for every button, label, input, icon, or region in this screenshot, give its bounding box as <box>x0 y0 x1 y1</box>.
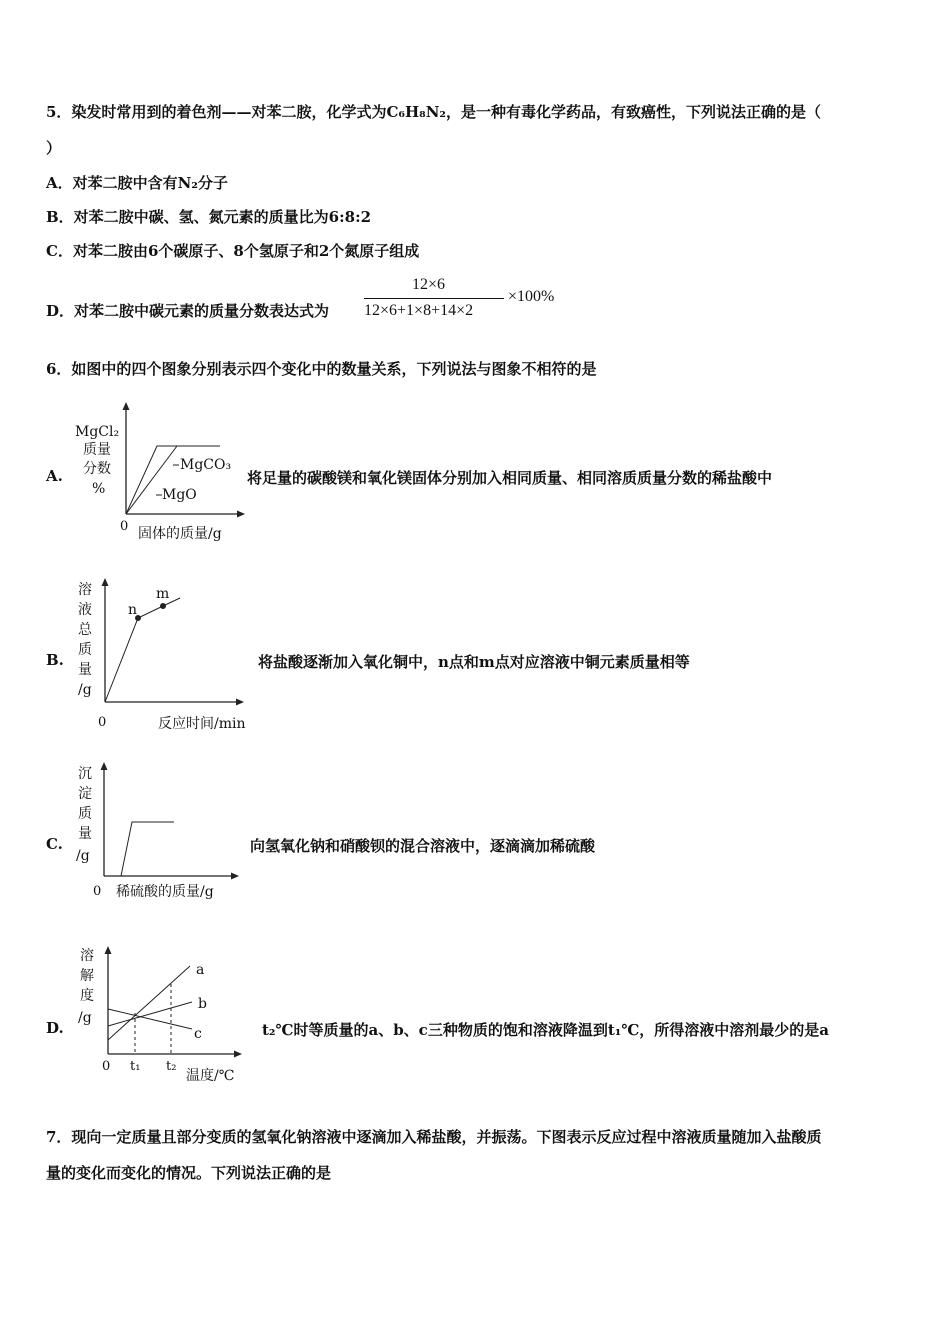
q6-option-d-text: t₂℃时等质量的a、b、c三种物质的饱和溶液降温到t₁℃，所得溶液中溶剂最少的是a <box>262 1021 830 1039</box>
q5-stem-a: 5．染发时常用到的着色剂——对苯二胺，化学式为 <box>46 103 387 121</box>
c-xlabel: 稀硫酸的质量/g <box>116 884 214 900</box>
b-ylabel-2: 液 <box>78 602 92 618</box>
q6-option-b-text: 将盐酸逐渐加入氧化铜中，n点和m点对应溶液中铜元素质量相等 <box>258 653 690 671</box>
c-ylabel-2: 淀 <box>78 786 92 802</box>
a-line-label-mgo: MgO <box>162 487 197 503</box>
a-ylabel-3: 分数 <box>83 461 111 477</box>
a-origin: 0 <box>120 519 129 534</box>
b-ylabel-4: 质 <box>78 642 92 658</box>
q6-option-d-letter: D. <box>46 1019 64 1037</box>
a-ylabel-2: 质量 <box>83 442 111 458</box>
b-point-n: n <box>128 602 138 618</box>
a-ylabel-4: % <box>92 481 106 497</box>
a-ylabel-1: MgCl₂ <box>75 424 120 440</box>
d-ylabel-3: 度 <box>80 988 94 1004</box>
q5-frac-tail: ×100% <box>508 288 555 305</box>
d-origin: 0 <box>102 1059 111 1074</box>
b-ylabel-5: 量 <box>78 662 92 678</box>
q6-option-c-text: 向氢氧化钠和硝酸钡的混合溶液中，逐滴滴加稀硫酸 <box>250 837 596 855</box>
c-ylabel-3: 质 <box>78 806 92 822</box>
q6-graph-b <box>70 570 260 735</box>
q5-stem <box>46 102 821 122</box>
q6-graph-d <box>70 938 250 1088</box>
c-ylabel-4: 量 <box>78 826 92 842</box>
a-xlabel: 固体的质量/g <box>138 526 222 542</box>
b-xlabel: 反应时间/min <box>158 716 246 732</box>
q5-formula: C₆H₈N₂ <box>386 103 446 121</box>
b-point-m: m <box>156 586 170 602</box>
q6-stem: 6．如图中的四个图象分别表示四个变化中的数量关系，下列说法与图象不相符的是 <box>46 360 597 378</box>
b-ylabel-1: 溶 <box>78 582 92 598</box>
q5-option-a: A．对苯二胺中含有N₂分子 <box>46 174 228 192</box>
q6-graph-c <box>70 752 250 902</box>
b-origin: 0 <box>98 715 107 730</box>
q6-option-a-letter: A. <box>46 467 63 485</box>
q5-frac-bar <box>364 298 504 299</box>
q5-frac-numerator: 12×6 <box>412 276 446 293</box>
q6-option-a-text: 将足量的碳酸镁和氧化镁固体分别加入相同质量、相同溶质质量分数的稀盐酸中 <box>247 469 773 487</box>
d-curve-c: c <box>194 1026 202 1042</box>
d-ylabel-1: 溶 <box>80 948 94 964</box>
q6-option-c-letter: C. <box>46 835 63 853</box>
d-tick-t2: t₂ <box>166 1059 177 1074</box>
q5-frac-denominator: 12×6+1×8+14×2 <box>364 302 474 319</box>
d-ylabel-2: 解 <box>80 968 94 984</box>
c-ylabel-5: /g <box>76 848 90 864</box>
d-tick-t1: t₁ <box>130 1059 141 1074</box>
d-ylabel-4: /g <box>78 1010 92 1026</box>
d-curve-b: b <box>198 996 207 1012</box>
d-xlabel: 温度/℃ <box>186 1068 235 1084</box>
q5-option-d: D．对苯二胺中碳元素的质量分数表达式为 <box>46 302 330 320</box>
q5-stem-b: ，是一种有毒化学药品，有致癌性，下列说法正确的是（ <box>445 103 821 121</box>
q7-stem-line1: 7．现向一定质量且部分变质的氢氧化钠溶液中逐滴加入稀盐酸，并振荡。下图表示反应过程中溶液质量随加入盐酸质 <box>46 1128 822 1146</box>
b-ylabel-6: /g <box>78 682 92 698</box>
b-ylabel-3: 总 <box>78 622 92 638</box>
a-line-label-mgco3: MgCO₃ <box>180 457 232 473</box>
q6-graph-a <box>70 398 245 548</box>
q5-option-b: B．对苯二胺中碳、氢、氮元素的质量比为6:8:2 <box>46 208 372 226</box>
q7-stem-line2: 量的变化而变化的情况。下列说法正确的是 <box>46 1164 332 1182</box>
q5-option-c: C．对苯二胺由6个碳原子、8个氢原子和2个氮原子组成 <box>46 242 420 260</box>
c-origin: 0 <box>93 884 102 899</box>
q5-close-paren: ） <box>46 139 62 157</box>
c-ylabel-1: 沉 <box>78 766 92 782</box>
q6-option-b-letter: B. <box>46 651 64 669</box>
d-curve-a: a <box>196 962 205 978</box>
